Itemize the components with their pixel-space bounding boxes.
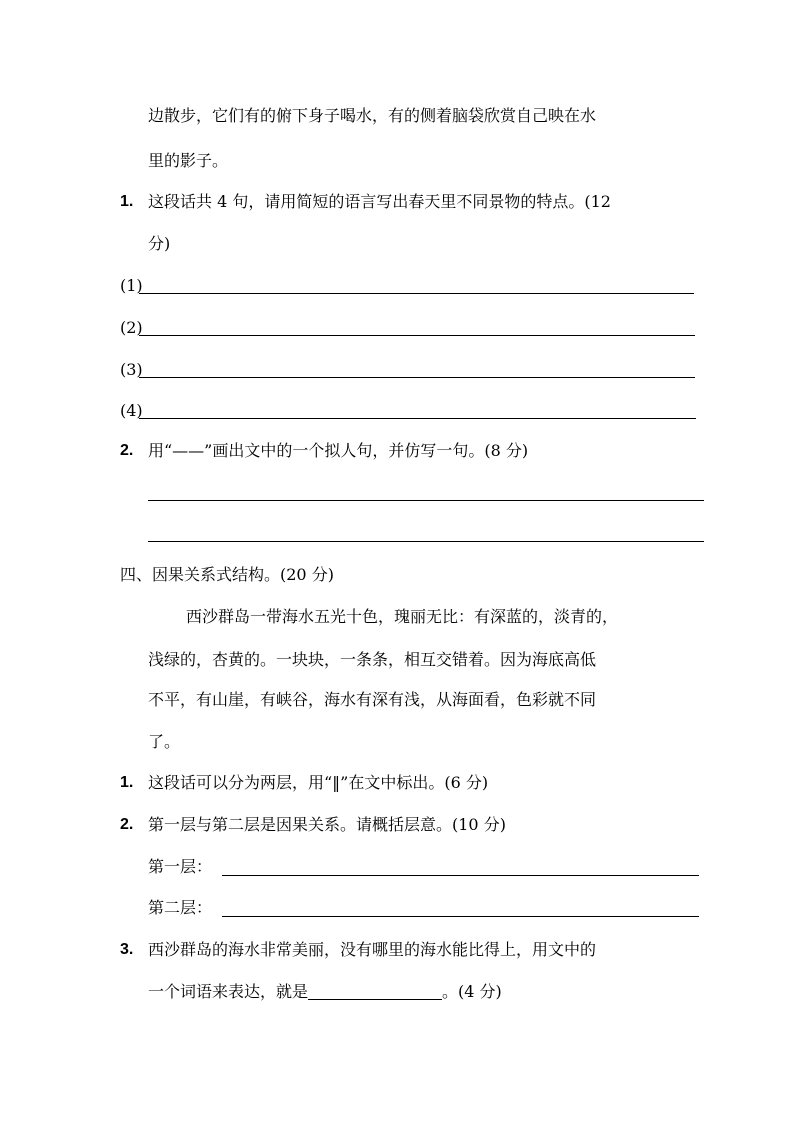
question-text: 用“——”画出文中的一个拟人句，并仿写一句。(8 分) — [148, 441, 529, 460]
question-number: 2. — [120, 816, 134, 833]
question-text: 分) — [148, 234, 171, 253]
question-number: 1. — [120, 193, 134, 210]
answer-label: (2) — [120, 318, 143, 337]
answer-label: (1) — [120, 276, 143, 295]
question-number: 1. — [120, 774, 134, 791]
question-number: 2. — [120, 442, 134, 459]
passage-line: 里的影子。 — [148, 151, 229, 170]
answer-line[interactable] — [222, 875, 699, 876]
question-text: 西沙群岛的海水非常美丽，没有哪里的海水能比得上，用文中的 — [148, 940, 597, 959]
passage-line: 边散步，它们有的俯下身子喝水，有的侧着脑袋欣赏自己映在水 — [148, 106, 597, 125]
answer-line[interactable] — [148, 500, 704, 501]
question-text: 第一层与第二层是因果关系。请概括层意。(10 分) — [148, 815, 506, 834]
answer-label: (3) — [120, 360, 143, 379]
question-text-line — [148, 982, 502, 1002]
passage-line: 不平，有山崖，有峡谷，海水有深有浅，从海面看，色彩就不同 — [148, 690, 597, 709]
passage-line: 了。 — [148, 732, 181, 751]
question-text-before: 一个词语来表达，就是 — [148, 982, 309, 1001]
answer-label: (4) — [120, 401, 143, 420]
answer-line[interactable] — [139, 377, 695, 378]
question-number: 3. — [120, 941, 134, 958]
answer-line[interactable] — [148, 541, 704, 542]
section-heading: 四、因果关系式结构。(20 分) — [120, 565, 334, 584]
passage-line: 西沙群岛一带海水五光十色，瑰丽无比：有深蓝的，淡青的， — [186, 607, 619, 626]
fill-blank[interactable] — [308, 984, 442, 1000]
answer-line[interactable] — [139, 418, 696, 419]
layer-label: 第二层： — [148, 898, 213, 917]
question-text: 这段话共 4 句，请用简短的语言写出春天里不同景物的特点。(12 — [148, 192, 611, 211]
question-text-after: 。(4 分) — [442, 982, 502, 1001]
question-text: 这段话可以分为两层，用“‖”在文中标出。(6 分) — [148, 773, 489, 792]
answer-line[interactable] — [222, 916, 699, 917]
passage-line: 浅绿的，杏黄的。一块块，一条条，相互交错着。因为海底高低 — [148, 650, 597, 669]
answer-line[interactable] — [139, 293, 694, 294]
answer-line[interactable] — [139, 335, 695, 336]
layer-label: 第一层： — [148, 857, 213, 876]
